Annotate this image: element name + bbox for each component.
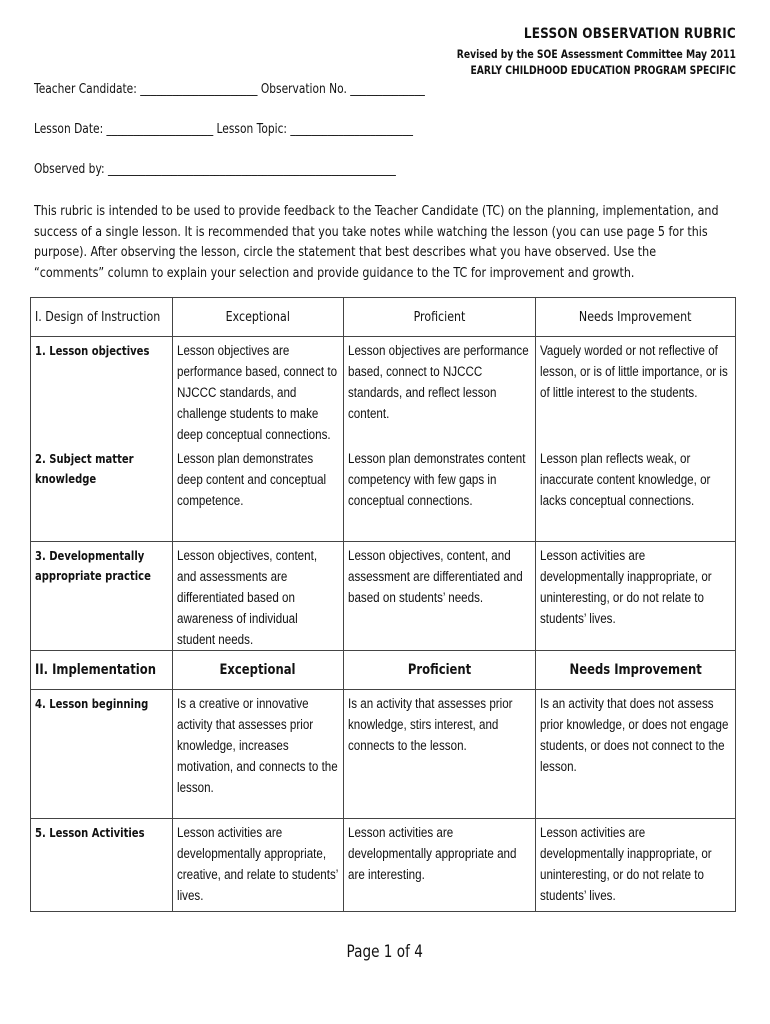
observed-by-label: Observed by: ______________________________________________________ [34, 162, 396, 177]
table-row [31, 542, 736, 651]
col-exceptional: Exceptional [173, 651, 344, 690]
criterion-cell: 3. Developmentally appropriate practice [31, 542, 173, 651]
criterion-cell: 5. Lesson Activities [31, 819, 173, 912]
document-header [387, 26, 736, 77]
program-note: EARLY CHILDHOOD EDUCATION PROGRAM SPECIFIC [470, 63, 736, 77]
rating-needs-improvement[interactable]: Lesson activities are developmentally inappropriate, or uninteresting, or do not relate to students’ lives. [536, 819, 736, 912]
criterion-cell: 2. Subject matter knowledge [31, 445, 173, 542]
section-label-implementation: II. Implementation [31, 651, 173, 690]
page-number: Page 1 of 4 [346, 942, 424, 962]
table-row [31, 337, 736, 446]
revision-note: Revised by the SOE Assessment Committee May 2011 [456, 47, 736, 61]
rating-exceptional[interactable]: Lesson objectives are performance based, connect to NJCCC standards, and challenge students to make deep conceptual connections. [173, 337, 344, 446]
document-title: LESSON OBSERVATION RUBRIC [524, 26, 736, 42]
intro-paragraph: This rubric is intended to be used to provide feedback to the Teacher Candidate (TC) on the planning, implementation, and success of a single lesson. It is recommended that you take notes while watching the lesson (you can use page 5 for this purpose). After observing the lesson, circle the statement that best describes what you have observed. Use the “comments” column to explain your selection and provide guidance to the TC for improvement and growth. [34, 204, 719, 281]
col-exceptional: Exceptional [173, 298, 344, 337]
section-header-implementation [31, 651, 736, 690]
teacher-candidate-label: Teacher Candidate: ______________________ [34, 82, 258, 97]
col-proficient: Proficient [344, 298, 536, 337]
rating-needs-improvement[interactable]: Lesson plan reflects weak, or inaccurate content knowledge, or lacks conceptual connections. [536, 445, 736, 542]
rubric-table [30, 297, 736, 912]
table-row [31, 445, 736, 542]
criterion-cell: 1. Lesson objectives [31, 337, 173, 446]
section-header-design [31, 298, 736, 337]
col-proficient: Proficient [344, 651, 536, 690]
table-row [31, 690, 736, 819]
rating-proficient[interactable]: Is an activity that assesses prior knowledge, stirs interest, and connects to the lesson. [344, 690, 536, 819]
section-label-design: I. Design of Instruction [31, 298, 173, 337]
lesson-topic-label: Lesson Topic: _______________________ [216, 122, 414, 137]
teacher-candidate-field[interactable] [34, 82, 425, 97]
rating-needs-improvement[interactable]: Is an activity that does not assess prior knowledge, or does not engage students, or does not connect to the lesson. [536, 690, 736, 819]
rating-exceptional[interactable]: Is a creative or innovative activity that assesses prior knowledge, increases motivation, and connects to the lesson. [173, 690, 344, 819]
rating-exceptional[interactable]: Lesson activities are developmentally appropriate, creative, and relate to students’ lives. [173, 819, 344, 912]
col-needs-improvement: Needs Improvement [536, 298, 736, 337]
table-row [31, 819, 736, 912]
observation-no-label: Observation No. ______________ [260, 82, 425, 97]
lesson-date-field[interactable] [34, 122, 413, 137]
rating-needs-improvement[interactable]: Lesson activities are developmentally inappropriate, or uninteresting, or do not relate to students’ lives. [536, 542, 736, 651]
rating-proficient[interactable]: Lesson objectives are performance based, connect to NJCCC standards, and reflect lesson content. [344, 337, 536, 446]
rating-needs-improvement[interactable]: Vaguely worded or not reflective of lesson, or is of little importance, or is of little interest to the students. [536, 337, 736, 446]
col-needs-improvement: Needs Improvement [536, 651, 736, 690]
rating-proficient[interactable]: Lesson objectives, content, and assessment are differentiated and based on students’ needs. [344, 542, 536, 651]
criterion-cell: 4. Lesson beginning [31, 690, 173, 819]
rating-proficient[interactable]: Lesson plan demonstrates content competency with few gaps in conceptual connections. [344, 445, 536, 542]
rating-exceptional[interactable]: Lesson objectives, content, and assessments are differentiated based on awareness of individual student needs. [173, 542, 344, 651]
observed-by-field[interactable] [34, 162, 396, 177]
rating-proficient[interactable]: Lesson activities are developmentally appropriate and are interesting. [344, 819, 536, 912]
lesson-date-label: Lesson Date: ____________________ [34, 122, 214, 137]
rating-exceptional[interactable]: Lesson plan demonstrates deep content and conceptual competence. [173, 445, 344, 542]
